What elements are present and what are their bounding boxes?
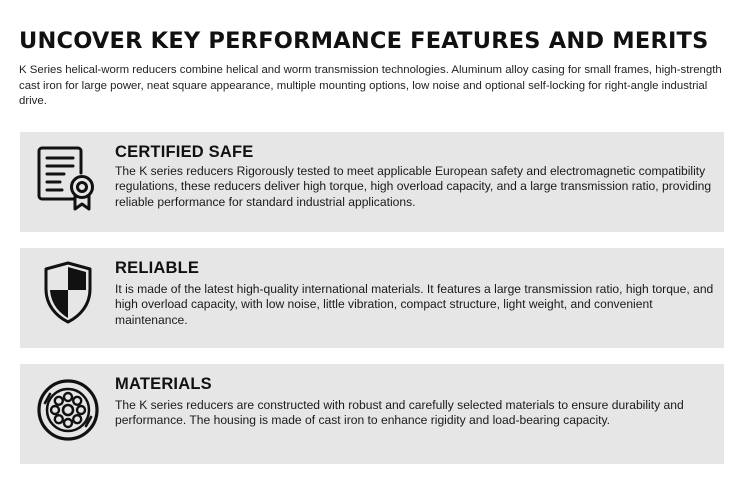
feature-card-reliable [20,248,724,348]
feature-title: RELIABLE [115,259,200,277]
certificate-icon [34,145,102,213]
feature-description: The K series reducers are constructed with robust and carefully selected materials to ensure durability and performance. The housing is made of cast iron to enhance rigidity and load-bearing capacity. [115,398,684,428]
page-title: UNCOVER KEY PERFORMANCE FEATURES AND MERITS [19,28,709,54]
feature-description: It is made of the latest high-quality international materials. It features a large transmission ratio, high torque, and high overload capacity, with low noise, little vibration, compact structure, light weight, and convenient maintenance. [115,282,714,327]
feature-card-materials [20,364,724,464]
shield-icon [34,259,102,327]
feature-title: CERTIFIED SAFE [115,143,254,161]
feature-card-certified-safe [20,132,724,232]
feature-title: MATERIALS [115,375,212,393]
feature-description: The K series reducers Rigorously tested to meet applicable European safety and electromagnetic compatibility regulations, these reducers deliver high torque, high overload capacity, and a large transmission ratio, providing reliable performance for standard industrial applications. [115,164,712,209]
bearing-icon [34,376,102,444]
intro-paragraph: K Series helical-worm reducers combine helical and worm transmission technologies. Aluminum alloy casing for small frames, high-strength cast iron for large power, neat square appearance, multiple mounting options, low noise and optional self-locking for right-angle industrial drive. [19,64,722,107]
